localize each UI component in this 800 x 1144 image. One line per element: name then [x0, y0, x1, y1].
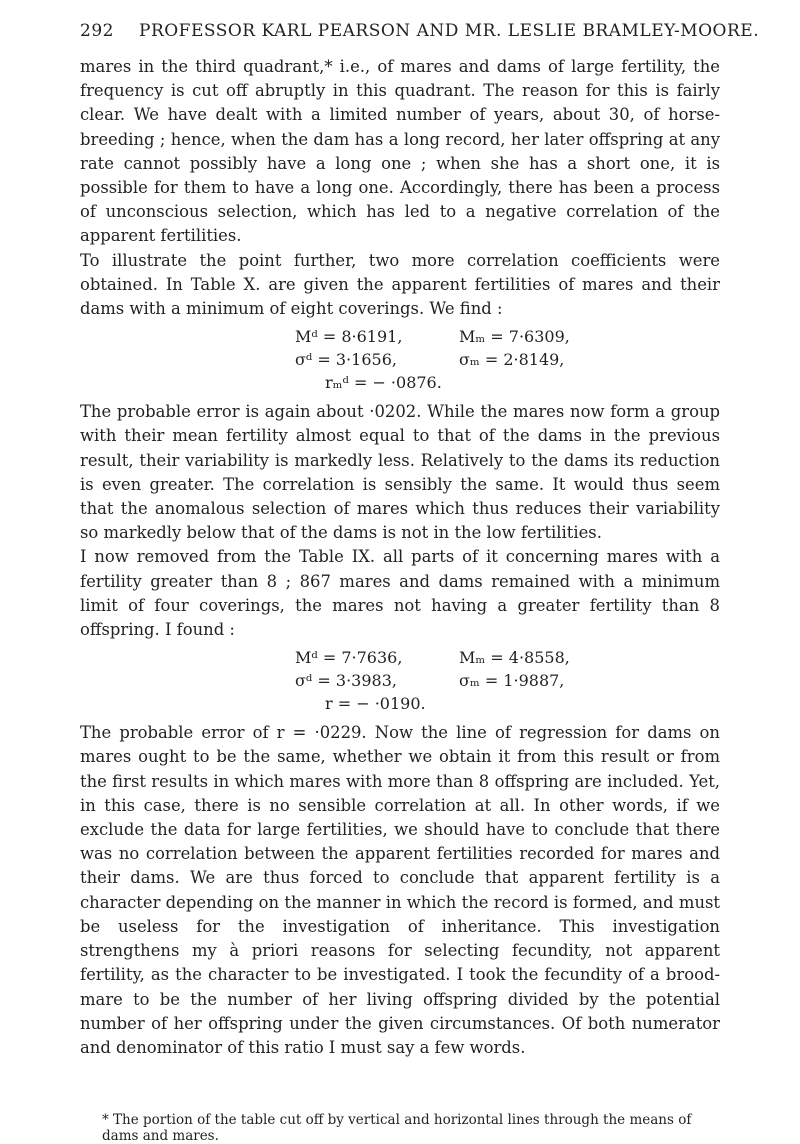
equation-block-2: [80, 646, 720, 715]
footnote: * The portion of the table cut off by vertical and horizontal lines through the means of dams and mares.: [102, 1112, 692, 1144]
eq1-mean-mares: Mₘ = 7·6309,: [459, 327, 570, 347]
equation-block-1: [80, 325, 720, 394]
paragraph-5: The probable error of r = ·0229. Now the line of regression for dams on mares ought to be the same, whether we obtain it from this result or from the first results in which mares with more than 8 offspring are included. Yet, in this case, there is no sensible correlation at all. In other words, if we exclude the data for large fertilities, we should have to conclude that there was no correlation between the apparent fertilities recorded for mares and their dams. We are thus forced to conclude that apparent fertility is a character depending on the manner in which the record is formed, and must be useless for the investigation of inheritance. This investigation strengthens my à priori reasons for selecting fecundity, not apparent fertility, as the character to be investigated. I took the fecundity of a brood-mare to be the number of her living offspring divided by the potential number of her offspring under the given circumstances. Of both numerator and denominator of this ratio I must say a few words.: [80, 723, 720, 1057]
eq2-sd-dams: σᵈ = 3·3983,: [295, 671, 397, 691]
paragraph-3: The probable error is again about ·0202. While the mares now form a group with their mean fertility almost equal to that of the dams in the previous result, their variability is markedly less. Relatively to the dams its reduction is even greater. The correlation is sensibly the same. It would thus seem that the anomalous selection of mares which thus reduces their variability so markedly below that of the dams is not in the low fertilities.: [80, 402, 720, 543]
eq2-mean-mares: Mₘ = 4·8558,: [459, 648, 570, 668]
eq1-sd-dams: σᵈ = 3·1656,: [295, 350, 397, 370]
eq2-correlation: r = − ·0190.: [325, 694, 426, 714]
paragraph-1: mares in the third quadrant,* i.e., of mares and dams of large fertility, the frequency is cut off abruptly in this quadrant. The reason for this is fairly clear. We have dealt with a limited number of years, about 30, of horse-breeding ; hence, when the dam has a long record, her later offspring at any rate cannot possibly have a long one ; when she has a short one, it is possible for them to have a long one. Accordingly, there has been a process of unconscious selection, which has led to a negative correlation of the apparent fertilities.: [80, 57, 720, 246]
main-text: [80, 55, 720, 1060]
eq2-mean-dams: Mᵈ = 7·7636,: [295, 648, 403, 668]
running-title: PROFESSOR KARL PEARSON AND MR. LESLIE BRAMLEY-MOORE.: [139, 21, 760, 41]
page-number: 292: [80, 21, 114, 41]
eq1-sd-mares: σₘ = 2·8149,: [459, 350, 565, 370]
eq1-correlation: rₘᵈ = − ·0876.: [325, 373, 442, 393]
paragraph-2: To illustrate the point further, two more correlation coefficients were obtained. In Table X. are given the apparent fertilities of mares and their dams with a minimum of eight coverings. We find :: [80, 250, 720, 319]
eq2-sd-mares: σₘ = 1·9887,: [459, 671, 565, 691]
eq1-mean-dams: Mᵈ = 8·6191,: [295, 327, 403, 347]
paragraph-4: I now removed from the Table IX. all parts of it concerning mares with a fertility greater than 8 ; 867 mares and dams remained with a minimum limit of four coverings, the mares not having a greater fertility than 8 offspring. I found :: [80, 547, 720, 640]
